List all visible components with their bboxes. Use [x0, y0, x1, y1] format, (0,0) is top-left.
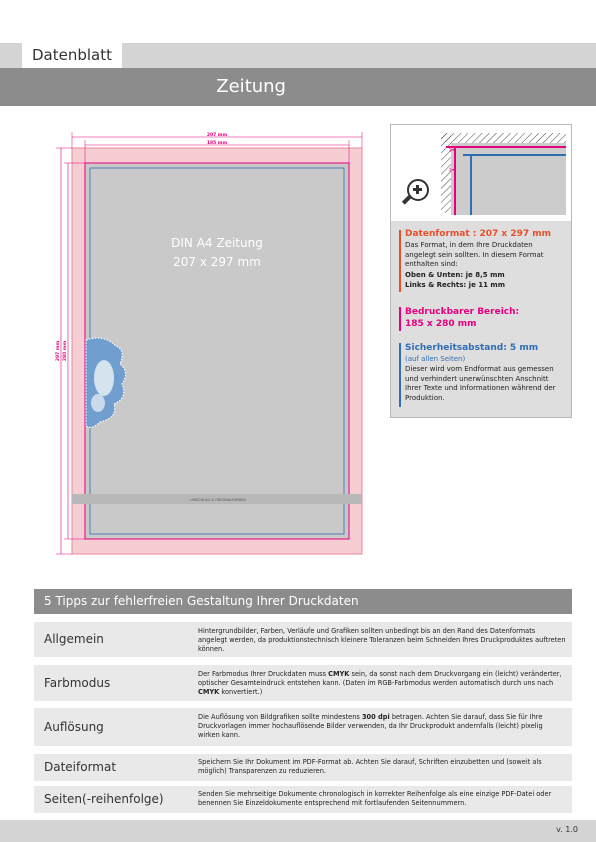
width-outer-label: 207 mm — [206, 133, 228, 138]
sicherheit-text: Dieser wird vom Endformat aus gemessen und verhindert unerwünschten Anschnitt Ihrer Texte und Informationen während der Produktion. — [405, 365, 556, 402]
format-diagram — [0, 118, 380, 558]
tip-label: Auflösung — [44, 720, 104, 734]
version-label: v. 1.0 — [556, 825, 578, 834]
druckbar-size: 185 x 280 mm — [405, 319, 477, 329]
corner-zoom-illustration — [391, 125, 571, 221]
tip-row-seiten — [34, 786, 572, 813]
format-name: DIN A4 Zeitung — [171, 236, 263, 250]
margin-top-bottom: Oben & Unten: je 8,5 mm — [405, 271, 505, 279]
tip-text: Der Farbmodus Ihrer Druckdaten muss CMYK sein, da sonst nach dem Druckvorgang ein (leicht) veränderter, optischer Gesamteindruck entstehen kann. (Daten im RGB-Farbmodus werden automatisch durch uns nach CMYK konvertiert.) — [198, 670, 562, 697]
tip-label: Allgemein — [44, 632, 104, 646]
margin-left-right: Links & Rechts: je 11 mm — [405, 281, 506, 289]
sicherheit-marker — [399, 343, 401, 407]
sicherheit-note: (auf allen Seiten) — [405, 355, 466, 363]
width-inner-label: 185 mm — [206, 141, 228, 146]
tip-row-aufloesung — [34, 708, 572, 746]
tip-text: Die Auflösung von Bildgrafiken sollte mindestens 300 dpi betragen. Achten Sie darauf, dass Sie für Ihre Druckvorlagen immer hochauflösende Bilder verwenden, da Ihr Druckprodukt andernfalls (leicht) pixelig wirken kann. — [198, 713, 543, 740]
svg-text:✂: ✂ — [449, 166, 457, 176]
datenformat-marker — [399, 230, 401, 292]
tip-text: Senden Sie mehrseitige Dokumente chronologisch in korrekter Reihenfolge als eine einzige PDF-Datei oder benennen Sie Einzeldokumente entsprechend mit fortlaufenden Seitennummern. — [198, 790, 552, 808]
tips-title: 5 Tipps zur fehlerfreien Gestaltung Ihrer Druckdaten — [44, 594, 359, 608]
tip-row-dateiformat — [34, 754, 572, 781]
tip-text: Speichern Sie Ihr Dokument im PDF-Format ab. Achten Sie darauf, Schriften einzubetten und (soweit als möglich) Transparenzen zu reduzieren. — [198, 758, 542, 776]
tip-label: Dateiformat — [44, 760, 117, 774]
page-subtitle: Zeitung — [216, 76, 286, 97]
format-size: 207 x 297 mm — [173, 255, 261, 269]
tip-label: Seiten(-reihenfolge) — [44, 792, 164, 806]
tip-label: Farbmodus — [44, 676, 111, 690]
tip-row-allgemein — [34, 622, 572, 657]
printable-area — [85, 163, 349, 539]
height-outer-label: 297 mm — [56, 340, 61, 362]
svg-text:✂: ✂ — [449, 146, 457, 156]
zoom-in-icon — [407, 179, 429, 201]
tip-text: Hintergrundbilder, Farben, Verläufe und Grafiken sollten unbedingt bis an den Rand des Datenformats angelegt werden, da produktionstechnisch kleinere Toleranzen beim Schneiden Ihres Druckproduktes auftreten können. — [198, 627, 566, 654]
tip-row-farbmodus — [34, 665, 572, 701]
bottom-strip-text: UMSCHLAG & ORIGINALFARBEN — [190, 498, 246, 502]
druckbar-marker — [399, 307, 401, 331]
height-inner-label: 280 mm — [63, 340, 68, 362]
datenformat-title: Datenformat : 207 x 297 mm — [405, 229, 552, 239]
info-panel — [390, 124, 572, 418]
druckbar-title: Bedruckbarer Bereich: — [405, 307, 520, 317]
datenformat-text: Das Format, in dem Ihre Druckdaten angelegt sein sollten. In diesem Format enthalten sind: — [405, 241, 544, 268]
sicherheit-title: Sicherheitsabstand: 5 mm — [405, 343, 539, 353]
footer-bar — [0, 820, 596, 842]
page-title: Datenblatt — [22, 43, 122, 68]
